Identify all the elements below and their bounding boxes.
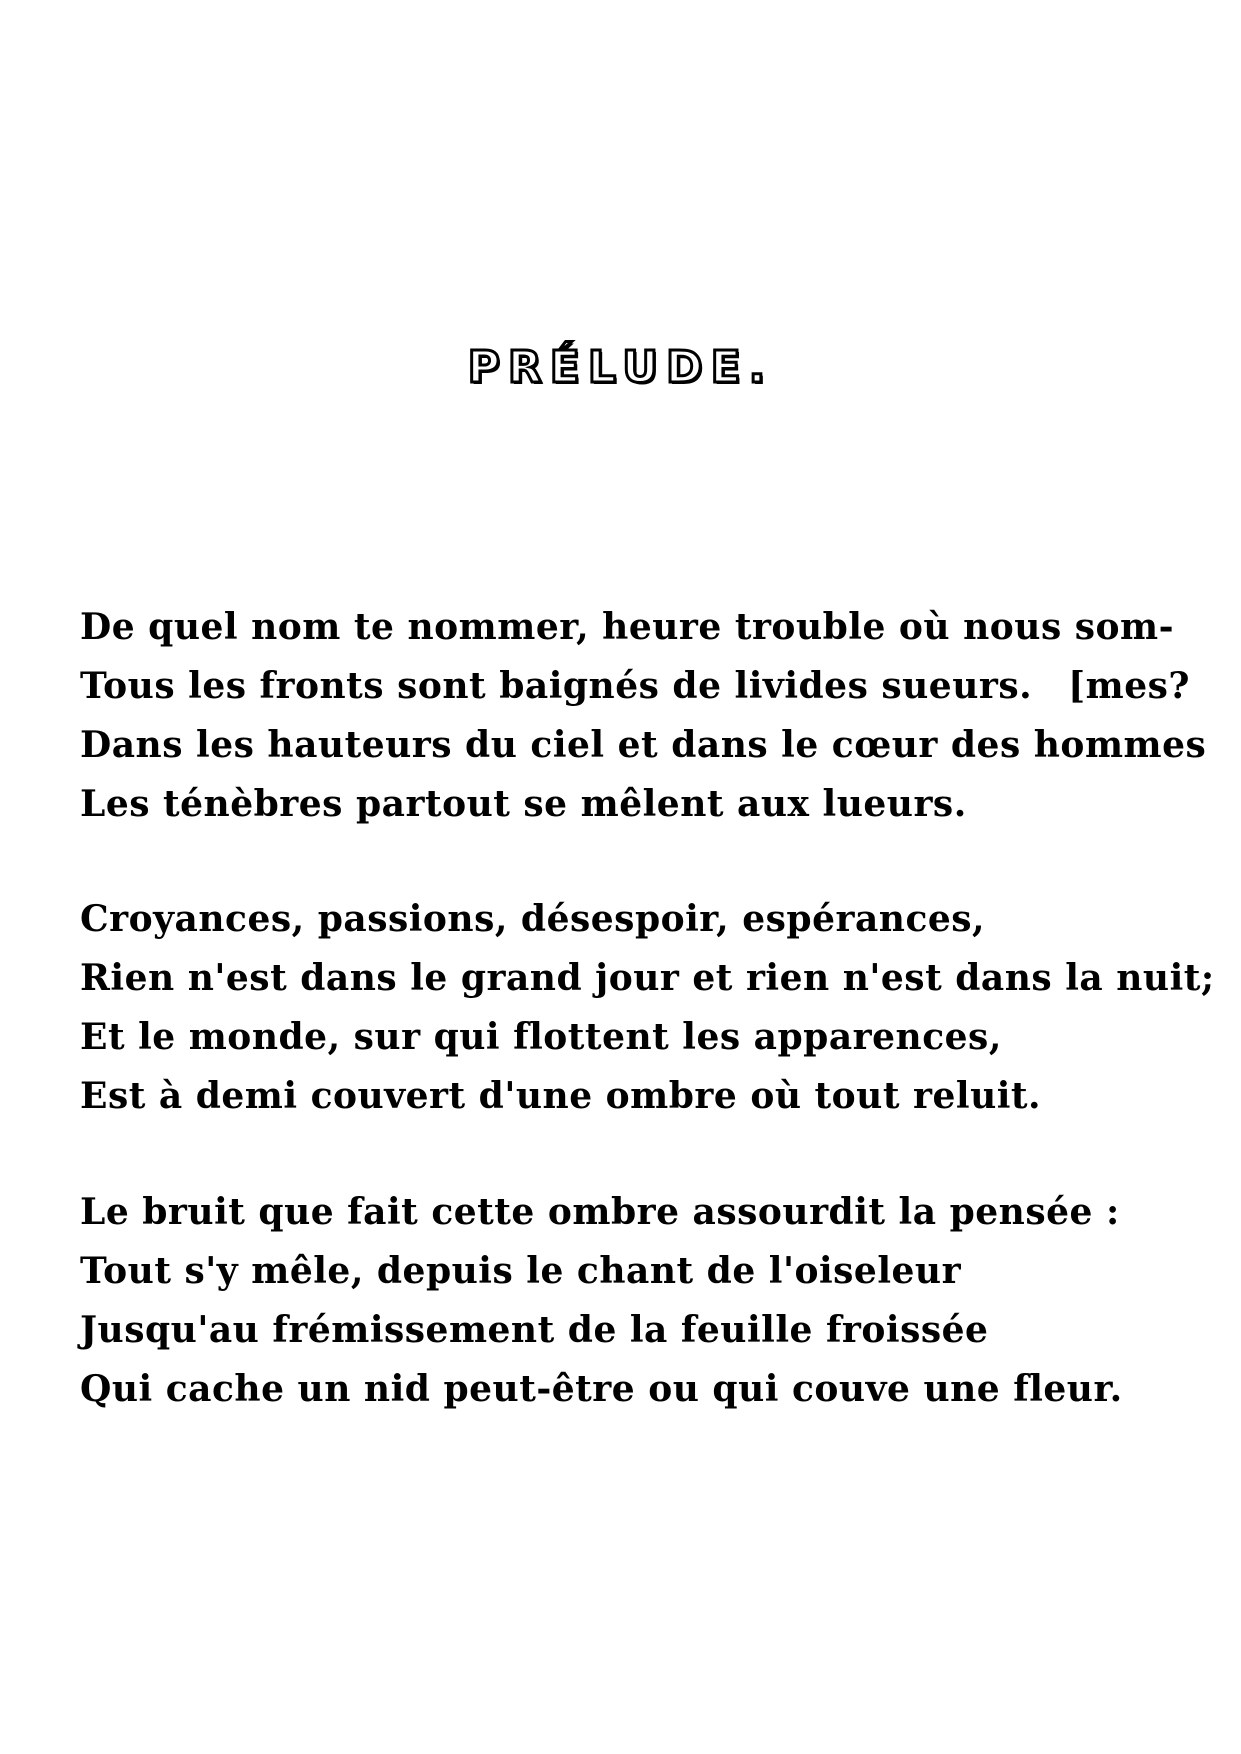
verse-line: Qui cache un nid peut-être ou qui couve une fleur. (80, 1368, 1123, 1410)
verse-line: Est à demi couvert d'une ombre où tout reluit. (80, 1075, 1042, 1117)
stanza-2 (80, 890, 1215, 1126)
verse-line (80, 657, 1190, 716)
verse-line: Le bruit que fait cette ombre assourdit la pensée : (80, 1191, 1120, 1233)
verse-line-text: Tous les fronts sont baignés de livides sueurs. (80, 665, 1033, 707)
verse-line: Et le monde, sur qui flottent les apparences, (80, 1016, 1002, 1058)
hanging-word-continuation: [mes? (1068, 665, 1190, 707)
verse-line: Tout s'y mêle, depuis le chant de l'oiseleur (80, 1250, 962, 1292)
verse-line: Les ténèbres partout se mêlent aux lueurs. (80, 783, 967, 825)
verse-line: Dans les hauteurs du ciel et dans le cœur des hommes (80, 724, 1207, 766)
verse-line: Rien n'est dans le grand jour et rien n'est dans la nuit; (80, 957, 1215, 999)
verse-line: Jusqu'au frémissement de la feuille froissée (80, 1309, 989, 1351)
verse-line: De quel nom te nommer, heure trouble où nous som- (80, 606, 1175, 648)
page-title: PRÉLUDE. (467, 342, 774, 393)
verse-line: Croyances, passions, désespoir, espérances, (80, 898, 986, 940)
stanza-1 (80, 598, 1207, 834)
stanza-3 (80, 1183, 1190, 1419)
